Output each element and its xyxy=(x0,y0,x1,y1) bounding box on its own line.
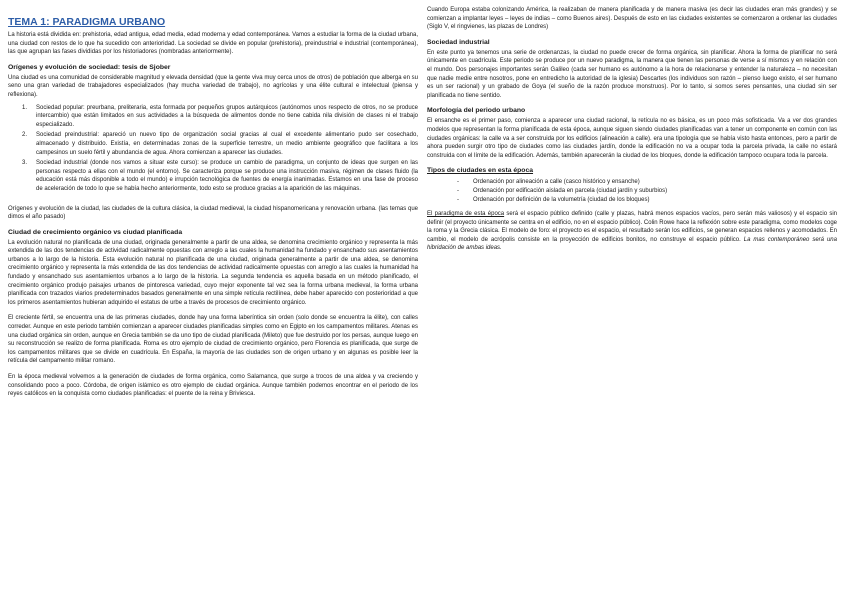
list-item: - Ordenación por edificación aislada en parcela (ciudad jardín y suburbios) xyxy=(457,187,668,194)
paragraph-organic-growth: La evolución natural no planificada de una ciudad, originada generalmente a partir de una aldea, se denomina crecimiento orgánico y representa la más extendida de las dos tendencias de actividad radicalmente opuestas con arreglo a las cuales la humanidad ha fundado y ensanchado sus asentamientos urbanos a lo largo de la historia. Esta evolución natural no planificada de una ciudad, originada generalmente a partir de una aldea, se denomina crecimiento orgánico y representa la más extendida de las dos tendencias de actividad radicalmente opuestas con arreglo a las cuales la humanidad ha fundado y ensanchado sus asentamientos urbanos a lo largo de la historia. La segunda tendencia es aquella basada en un método planificado, el crecimiento orgánico produjo paisajes urbanos de pintoresca variedad, cuyo mejor exponente tal vez sea la forma urbana medieval, la forma urbana planificada con trazados viarios predeterminados basados generalmente en una simple retícula rectilínea, debe haber aparecido con posterioridad a que los primeros asentamientos hubieran adquirido el estatus de urbe a través de procesos de crecimiento orgánico. xyxy=(8,239,418,306)
heading-organic-vs-planned: Ciudad de crecimiento orgánico vs ciudad planificada xyxy=(8,228,183,236)
list-item: 2. Sociedad preindustrial: apareció un nuevo tipo de organización social gracias al cual el excedente alimentario pudo ser cosechado, almacenado y distribuido. Existía, en determinadas zonas de la superficie terrestre, un medio ambiente geográfico que facilitara a los campesinos un suelo fértil y abundancia de agua. Ahora comienzan a aparecer las ciudades. xyxy=(22,132,418,156)
list-item: 3. Sociedad industrial (donde nos vamos a situar este curso): se produce un cambio de paradigma, un conjunto de ideas que surgen en las personas respecto a ellas con el mundo (el entorno). Se caracteriza porque se produce una instrucción masiva, régimen de clases fluido (la educación está más disponible a todo el mundo) e irrupción tecnológica de fuentes de energía inanimadas. Estamos en una fase de proceso de aceleración de todo lo que se había hecho anteriormente, todo esto se produce gracias a la aparición de las máquinas. xyxy=(22,160,418,192)
document-title: TEMA 1: PARADIGMA URBANO xyxy=(8,16,166,28)
heading-origins: Orígenes y evolución de sociedad: tesis de Sjober xyxy=(8,63,171,71)
city-types-list xyxy=(427,178,837,204)
paragraph-paradigm: El paradigma de esta época será el espacio público definido (calle y plazas, habrá menos espacios vacíos, pero serán más valiosos) y el espacio sin definir (el proyecto únicamente se centra en el edificio, no en el espacio público). Colin Rowe hace la reflexión sobre este paradigma, como modelos coge la roma y la Grecia clásica. El modelo de foro: el proyecto es el espacio, el resultado serán los edificios, se generan espacios rellenos y acomodados. En cambio, el modelo de acrópolis consiste en la proyección de edificios bonitos, no construye el espacio público. La mas contemporáneo será una hibridación de ambas ideas. xyxy=(427,211,837,252)
right-column xyxy=(427,6,837,253)
society-list xyxy=(8,104,418,194)
paragraph-morphology: El ensanche es el primer paso, comienza a aparecer una ciudad racional, la retícula no es básica, es un poco más sofisticada. Va a ver dos grandes modelos que representan la forma planificada de esta época, aunque siguen siendo ciudades planificadas van a tener un componente en común con las ciudades orgánicas: la calle va a ser construida por los edificios (alineación a calle). era una tipología que se había visto hasta entonces, pero a partir de ahora pueden surgir otro tipo de ciudades como las ciudades jardín, donde la edificación no va a ocupar toda la parcela privada, la calle no estará construida con el límite de la edificación. Además, también aparecerán la ciudad de los bloques, donde la edificación tampoco ocupara toda la parcela. xyxy=(427,118,837,159)
paradigm-conclusion: La mas contemporáneo será una hibridación de ambas ideas. xyxy=(427,236,837,252)
list-item: - Ordenación por alineación a calle (casco histórico y ensanche) xyxy=(457,179,640,186)
paragraph-fertile-crescent: El creciente fértil, se encuentra una de las primeras ciudades, donde hay una forma laberíntica sin orden (solo donde se encuentra la élite), con calles correder. Aunque en este periodo también comienzan a aparecer ciudades planificadas simples como en Egipto en los campamentos militares. Atenas es una ciudad orgánica sin orden, aunque en Grecia también se da uno tipo de ciudad planificada (Mileto) que fue destruido por los persas, aunque luego en su reconstrucción se realizo de forma planificada. Roma es otro ejemplo de ciudad de crecimiento orgánico, pero Florencia es planificada, que surge de los campamentos militares que se divide en cuadrícula. En España, la mayoría de las ciudades son de origen urbano y en algunas es posible leer la retícula del campamento militar romano. xyxy=(8,315,418,365)
paragraph-medieval: En la época medieval volvemos a la generación de ciudades de forma orgánica, como Salamanca, que surge a trocos de una aldea y va creciendo y consolidando poco a poco. Córdoba, de origen islámico es otro ejemplo de ciudad orgánica. Aunque también podemos encontrar en el periodo de los reyes católicos en la conquista como ciudades planificadas: el puente de la reina y Briviesca. xyxy=(8,374,418,398)
paradigm-lead: El paradigma de esta época xyxy=(427,211,505,218)
list-item: - Ordenación por definición de la volumetría (ciudad de los bloques) xyxy=(457,196,650,203)
heading-industrial-society: Sociedad industrial xyxy=(427,38,490,46)
heading-morphology: Morfología del periodo urbano xyxy=(427,107,526,115)
left-column xyxy=(8,16,418,399)
paragraph-industrial: En este punto ya tenemos una serie de ordenanzas, la ciudad no puede crecer de forma orgánica, sin planificar. Ahora la forma de planificar no será únicamente en cuadrícula. Este periodo se produce por un nuevo paradigma, la manera que tienen las personas de verse a sí mismos y en relación con el mundo. Dos personajes importantes serán Galileo (cada ser humano es autónomo a la hora de relacionarse y entender la naturaleza – no necesitan que nadie medie entre nosotros, pone en entredicho la autoridad de la iglesia) Descartes (los individuos son razón – pienso luego existo, el ser humano es un ser racional) y un grabado de Goya (el sueño de la razón produce monstruos). Por lo tanto, si somos seres pensantes, una ciudad sin ser planificada no tiene sentido. xyxy=(427,49,837,99)
heading-city-types: Tipos de ciudades en esta época xyxy=(427,167,534,175)
intro-paragraph: La historia está dividida en: prehistoria, edad antigua, edad media, edad moderna y edad contemporánea. Vamos a estudiar la forma de la ciudad urbana, una ciudad con restos de lo que ha sucedido con anterioridad. La sociedad se divide en popular (prehistoria), preindustrial e industrial (contemporánea), las que agrupan las fases divididas por los historiadores (nombradas anteriormente). xyxy=(8,32,418,56)
paragraph-city-definition: Una ciudad es una comunidad de considerable magnitud y elevada densidad (que la gente viva muy cerca unos de otros) de población que alberga en su seno una gran variedad de trabajadores especializados (hay mucha variedad de trabajo), no agrícolas y una élite cultural e intelectual (piensa y reflexiona). xyxy=(8,74,418,98)
list-item: 1. Sociedad popular: preurbana, preliteraria, esta formada por pequeños grupos autárquicos (autónomos unos respecto de otros, no se produce intercambio) que están limitados en sus actividades a la búsqueda de alimentos donde no tiene cabida nila división de clases ni el trabajo especializado. xyxy=(22,104,418,128)
paragraph-origins-evolution: Orígenes y evolución de la ciudad, las ciudades de la cultura clásica, la ciudad medieval, la ciudad hispanomericana y renovación urbana. (las temas que dimos el año pasado) xyxy=(8,205,418,221)
paragraph-colonization: Cuando Europa estaba colonizando América, la realizaban de manera planificada y de manera masiva (es decir las ciudades eran más grandes) y se comienzan a implantar leyes – leyes de indias – como Buenos aires). Después de esto en las ciudades existentes se comenzaron a ordenar las ciudades (Siglo V, el ringvienes, las plazas de Londres) xyxy=(427,7,837,31)
